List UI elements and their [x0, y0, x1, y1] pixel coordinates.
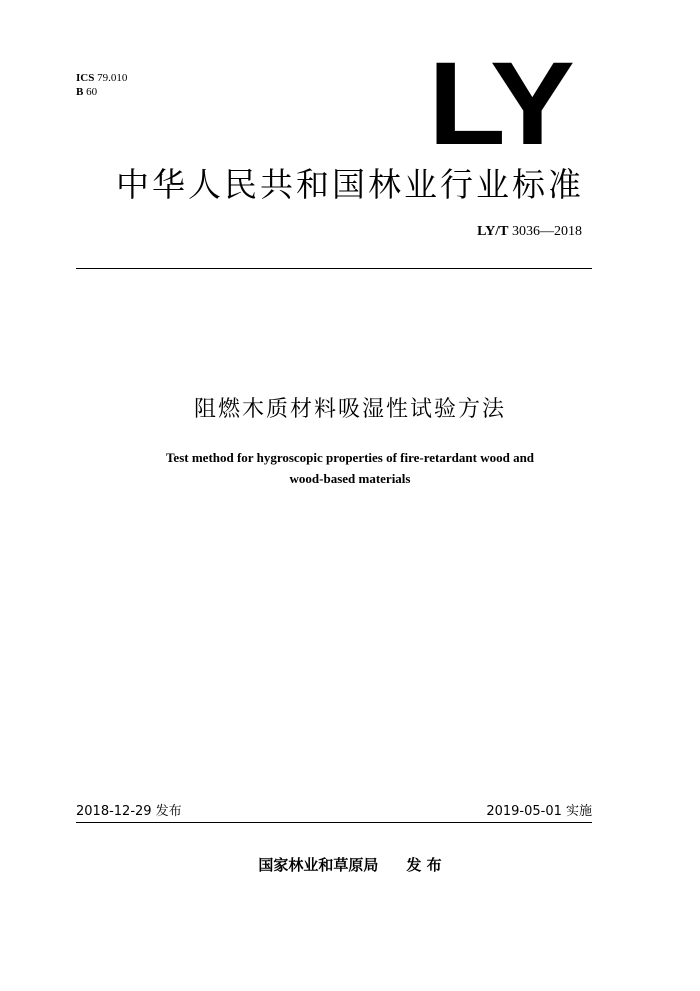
title-en-line-1: Test method for hygroscopic properties of fire-retardant wood and	[165, 450, 535, 465]
bottom-divider	[76, 822, 592, 823]
ics-code: 79.010	[97, 72, 128, 84]
document-title-en	[0, 447, 700, 489]
ccs-code: 60	[86, 86, 98, 98]
issue-date: 2018-12-29 发布	[76, 804, 182, 819]
ccs-label: B	[76, 86, 84, 98]
classification-codes	[76, 71, 127, 99]
publisher-name: 国家林业和草原局	[258, 856, 379, 874]
implementation-date: 2019-05-01 实施	[486, 804, 592, 819]
top-divider	[76, 268, 592, 269]
ics-label: ICS	[76, 72, 95, 84]
standard-number	[477, 224, 582, 240]
publisher-action: 发 布	[406, 856, 442, 874]
title-en-line-2: wood-based materials	[289, 471, 411, 486]
standard-mark: LY	[428, 38, 571, 170]
document-title-zh: 阻燃木质材料吸湿性试验方法	[193, 397, 506, 422]
standard-code-number: 3036—2018	[512, 224, 582, 239]
publisher-line	[0, 854, 700, 875]
ics-row	[76, 71, 127, 85]
standard-type-title: 中华人民共和国林业行业标准	[116, 165, 584, 204]
ccs-row	[76, 85, 127, 99]
standard-code-prefix: LY/T	[477, 224, 509, 239]
